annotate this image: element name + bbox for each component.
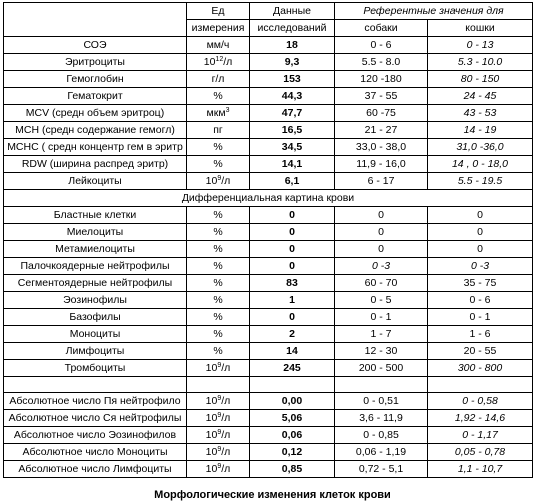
result-value: 14 (250, 343, 335, 360)
unit-cell: % (187, 309, 250, 326)
unit-cell: % (187, 139, 250, 156)
header-reference-dog: собаки (335, 20, 428, 37)
result-value: 153 (250, 71, 335, 88)
unit-base: 10 (205, 428, 218, 441)
unit-cell: % (187, 224, 250, 241)
reference-cat: 0 (428, 241, 533, 258)
reference-cat: 300 - 800 (428, 360, 533, 377)
unit-cell (187, 105, 250, 122)
result-row (4, 37, 533, 54)
reference-cat: 0 (428, 207, 533, 224)
result-row (4, 241, 533, 258)
result-row (4, 326, 533, 343)
unit-cell (187, 444, 250, 461)
header-data-line2: исследований (250, 20, 335, 37)
reference-cat: 0 - 0,58 (428, 393, 533, 410)
reference-dog: 60 -75 (335, 105, 428, 122)
unit-exponent: 9 (217, 174, 222, 182)
unit-cell: % (187, 326, 250, 343)
result-row (4, 343, 533, 360)
result-value: 16,5 (250, 122, 335, 139)
reference-cat: 0 - 13 (428, 37, 533, 54)
unit-base: 10 (205, 394, 218, 407)
section-row (4, 190, 533, 207)
parameter-name: Метамиелоциты (4, 241, 187, 258)
unit-tail: /л (221, 361, 231, 374)
result-row (4, 461, 533, 478)
reference-cat: 0 - 6 (428, 292, 533, 309)
unit-tail: /л (221, 411, 231, 424)
result-value: 18 (250, 37, 335, 54)
reference-cat: 1 - 6 (428, 326, 533, 343)
reference-dog: 60 - 70 (335, 275, 428, 292)
result-row (4, 427, 533, 444)
reference-cat: 31,0 -36,0 (428, 139, 533, 156)
section-title: Дифференциальная картина крови (4, 190, 533, 207)
parameter-name: MCV (средн объем эритроц) (4, 105, 187, 122)
unit-cell: % (187, 88, 250, 105)
unit-cell: % (187, 258, 250, 275)
unit-cell (187, 360, 250, 377)
parameter-name: СОЭ (4, 37, 187, 54)
reference-cat: 80 - 150 (428, 71, 533, 88)
result-row (4, 393, 533, 410)
parameter-name: Тромбоциты (4, 360, 187, 377)
unit-cell: % (187, 156, 250, 173)
result-value: 0 (250, 224, 335, 241)
result-row (4, 360, 533, 377)
blank-cell (250, 377, 335, 393)
reference-dog: 0 (335, 207, 428, 224)
parameter-name: Абсолютное число Пя нейтрофило (4, 393, 187, 410)
unit-cell (187, 173, 250, 190)
result-row (4, 207, 533, 224)
unit-exponent: 9 (217, 462, 222, 470)
parameter-name: Гематокрит (4, 88, 187, 105)
parameter-name: Эритроциты (4, 54, 187, 71)
reference-dog: 0 - 6 (335, 37, 428, 54)
parameter-name: Базофилы (4, 309, 187, 326)
unit-tail: /л (221, 394, 231, 407)
unit-cell: % (187, 241, 250, 258)
unit-base: 10 (205, 411, 218, 424)
parameter-name: Сегментоядерные нейтрофилы (4, 275, 187, 292)
unit-tail: /л (223, 55, 233, 68)
reference-dog: 0 - 0,51 (335, 393, 428, 410)
blank-cell (335, 377, 428, 393)
reference-dog: 0 - 5 (335, 292, 428, 309)
unit-base: 10 (203, 55, 216, 68)
header-reference-title: Референтные значения для (335, 3, 533, 20)
unit-tail: /л (221, 174, 231, 187)
unit-cell (187, 393, 250, 410)
reference-cat: 14 - 19 (428, 122, 533, 139)
result-row (4, 71, 533, 88)
reference-cat: 5.5 - 19.5 (428, 173, 533, 190)
result-row (4, 224, 533, 241)
reference-dog: 37 - 55 (335, 88, 428, 105)
parameter-name: Абсолютное число Лимфоциты (4, 461, 187, 478)
result-value: 0,12 (250, 444, 335, 461)
blank-cell (428, 377, 533, 393)
unit-cell (187, 461, 250, 478)
result-value: 1 (250, 292, 335, 309)
unit-cell: % (187, 207, 250, 224)
result-row (4, 410, 533, 427)
result-row (4, 139, 533, 156)
parameter-name: Лейкоциты (4, 173, 187, 190)
parameter-name: Абсолютное число Эозинофилов (4, 427, 187, 444)
unit-exponent: 3 (225, 106, 230, 114)
unit-exponent: 9 (217, 394, 222, 402)
blank-cell (4, 377, 187, 393)
unit-cell: % (187, 275, 250, 292)
unit-tail: /л (221, 445, 231, 458)
parameter-name: Бластные клетки (4, 207, 187, 224)
reference-cat: 0 - 1 (428, 309, 533, 326)
reference-dog: 200 - 500 (335, 360, 428, 377)
result-row (4, 292, 533, 309)
result-value: 0 (250, 309, 335, 326)
result-value: 245 (250, 360, 335, 377)
unit-base: 10 (205, 361, 218, 374)
result-row (4, 275, 533, 292)
result-row (4, 258, 533, 275)
blank-cell (187, 377, 250, 393)
result-value: 2 (250, 326, 335, 343)
reference-dog: 120 -180 (335, 71, 428, 88)
parameter-name: Гемоглобин (4, 71, 187, 88)
reference-dog: 6 - 17 (335, 173, 428, 190)
header-data-line1: Данные (250, 3, 335, 20)
parameter-name: Абсолютное число Ся нейтрофилы (4, 410, 187, 427)
unit-cell (187, 54, 250, 71)
unit-tail: /л (221, 462, 231, 475)
reference-dog: 0 -3 (335, 258, 428, 275)
parameter-name: Моноциты (4, 326, 187, 343)
reference-dog: 0 (335, 224, 428, 241)
reference-dog: 5.5 - 8.0 (335, 54, 428, 71)
reference-dog: 0 - 0,85 (335, 427, 428, 444)
reference-dog: 3,6 - 11,9 (335, 410, 428, 427)
reference-dog: 0 - 1 (335, 309, 428, 326)
result-row (4, 173, 533, 190)
result-row (4, 309, 533, 326)
reference-cat: 24 - 45 (428, 88, 533, 105)
reference-dog: 0,06 - 1,19 (335, 444, 428, 461)
unit-cell (187, 427, 250, 444)
reference-cat: 1,1 - 10,7 (428, 461, 533, 478)
result-value: 5,06 (250, 410, 335, 427)
reference-cat: 0 -3 (428, 258, 533, 275)
result-value: 44,3 (250, 88, 335, 105)
reference-cat: 20 - 55 (428, 343, 533, 360)
unit-cell (187, 410, 250, 427)
reference-cat: 35 - 75 (428, 275, 533, 292)
reference-cat: 43 - 53 (428, 105, 533, 122)
reference-cat: 14 , 0 - 18,0 (428, 156, 533, 173)
result-row (4, 54, 533, 71)
parameter-name: RDW (ширина распред эритр) (4, 156, 187, 173)
footer-section-title: Морфологические изменения клеток крови (154, 489, 391, 501)
reference-dog: 12 - 30 (335, 343, 428, 360)
blank-row (4, 377, 533, 393)
result-value: 0 (250, 207, 335, 224)
parameter-name: МСНС ( средн концентр гем в эритр (4, 139, 187, 156)
reference-dog: 21 - 27 (335, 122, 428, 139)
unit-cell: % (187, 343, 250, 360)
parameter-name: Палочкоядерные нейтрофилы (4, 258, 187, 275)
result-value: 34,5 (250, 139, 335, 156)
reference-dog: 33,0 - 38,0 (335, 139, 428, 156)
unit-cell: пг (187, 122, 250, 139)
parameter-name: Эозинофилы (4, 292, 187, 309)
reference-cat: 0 - 1,17 (428, 427, 533, 444)
header-name-cell (4, 3, 187, 37)
result-value: 83 (250, 275, 335, 292)
reference-dog: 0,72 - 5,1 (335, 461, 428, 478)
result-value: 14,1 (250, 156, 335, 173)
unit-exponent: 9 (217, 445, 222, 453)
reference-dog: 1 - 7 (335, 326, 428, 343)
header-row-1 (4, 3, 533, 20)
parameter-name: Миелоциты (4, 224, 187, 241)
result-row (4, 105, 533, 122)
reference-cat: 1,92 - 14,6 (428, 410, 533, 427)
unit-exponent: 9 (217, 428, 222, 436)
unit-base: 10 (205, 174, 218, 187)
unit-base: 10 (205, 445, 218, 458)
unit-base: мкм (206, 106, 226, 119)
unit-cell: мм/ч (187, 37, 250, 54)
parameter-name: МСН (средн содержание гемогл) (4, 122, 187, 139)
result-value: 6,1 (250, 173, 335, 190)
reference-cat: 0,05 - 0,78 (428, 444, 533, 461)
unit-base: 10 (205, 462, 218, 475)
header-unit-line2: измерения (187, 20, 250, 37)
unit-exponent: 12 (215, 55, 224, 63)
result-value: 0,06 (250, 427, 335, 444)
parameter-name: Абсолютное число Моноциты (4, 444, 187, 461)
result-row (4, 156, 533, 173)
unit-cell: % (187, 292, 250, 309)
unit-cell: г/л (187, 71, 250, 88)
result-value: 0,85 (250, 461, 335, 478)
result-row (4, 122, 533, 139)
header-unit-line1: Ед (187, 3, 250, 20)
result-value: 0,00 (250, 393, 335, 410)
unit-tail: /л (221, 428, 231, 441)
parameter-name: Лимфоциты (4, 343, 187, 360)
result-value: 47,7 (250, 105, 335, 122)
lab-results-table (3, 2, 533, 478)
result-value: 0 (250, 258, 335, 275)
reference-dog: 11,9 - 16,0 (335, 156, 428, 173)
reference-dog: 0 (335, 241, 428, 258)
result-row (4, 444, 533, 461)
unit-exponent: 9 (217, 411, 222, 419)
reference-cat: 5.3 - 10.0 (428, 54, 533, 71)
result-row (4, 88, 533, 105)
reference-cat: 0 (428, 224, 533, 241)
header-reference-cat: кошки (428, 20, 533, 37)
result-value: 0 (250, 241, 335, 258)
unit-exponent: 9 (217, 361, 222, 369)
result-value: 9,3 (250, 54, 335, 71)
